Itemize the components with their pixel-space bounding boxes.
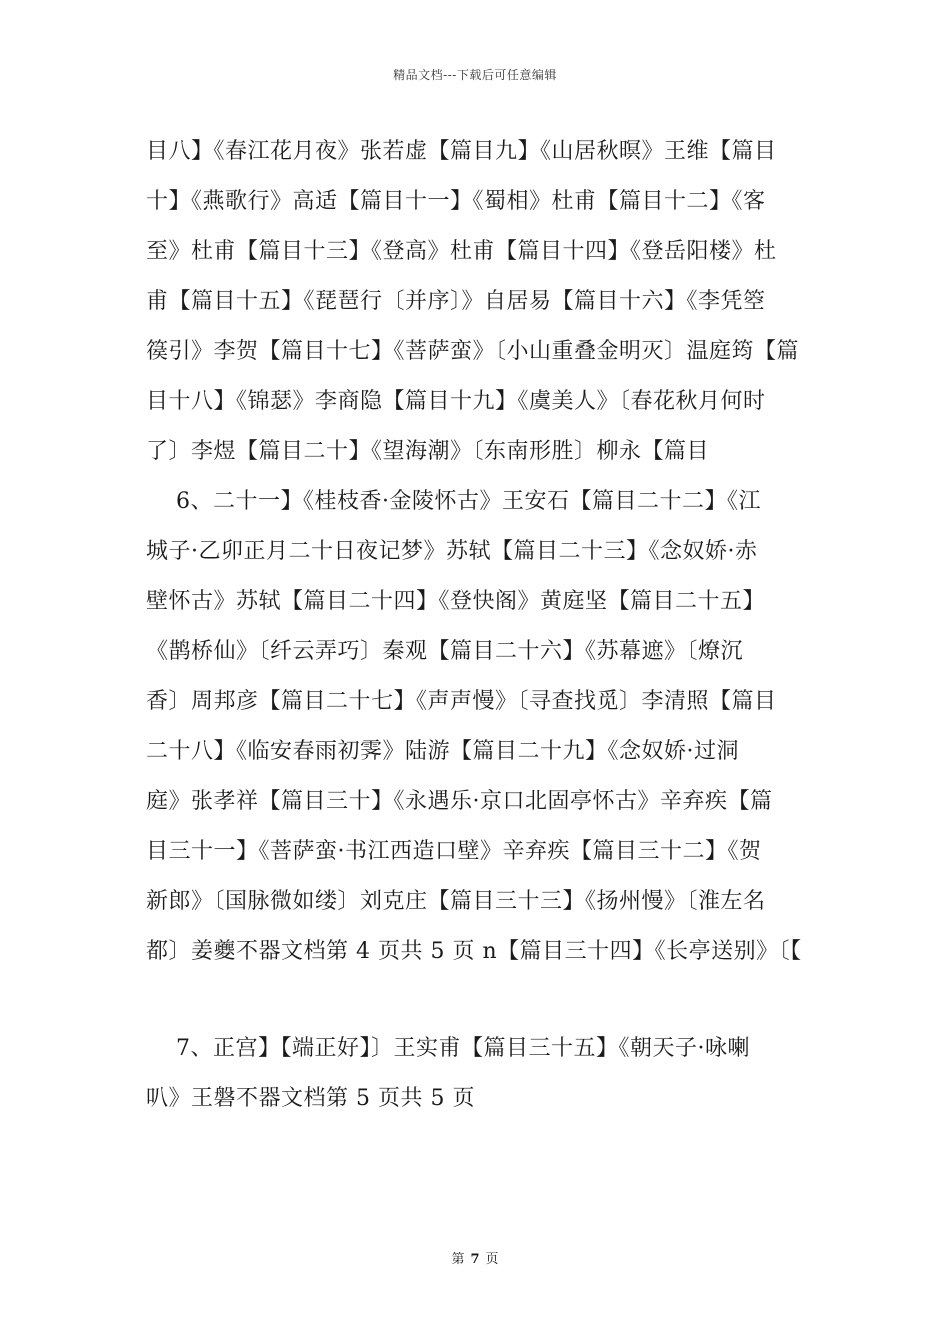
text-line: 城子·乙卯正月二十日夜记梦》苏轼【篇目二十三】《念奴娇·赤 (146, 539, 758, 564)
text-line: 至》杜甫【篇目十三】《登高》杜甫【篇目十四】《登岳阳楼》杜 (146, 239, 777, 264)
text-line: 二十八】《临安春雨初霁》陆游【篇目二十九】《念奴娇·过洞 (146, 739, 739, 764)
text-line: 目十八】《锦瑟》李商隐【篇目十九】《虞美人》〔春花秋月何时 (146, 389, 766, 414)
text-line: 新郎》〔国脉微如缕〕刘克庄【篇目三十三】《扬州慢》〔淮左名 (146, 889, 766, 914)
text-line: 甫【篇目十五】《琵琶行〔并序〕》自居易【篇目十六】《李凭箜 (146, 289, 766, 314)
text-line: 《鹊桥仙》〔纤云弄巧〕秦观【篇目二十六】《苏幕遮》〔燎沉 (146, 639, 744, 664)
text-line: 香〕周邦彦【篇目二十七】《声声慢》〔寻查找觅〕李清照【篇目 (146, 689, 777, 714)
text-line: 目八】《春江花月夜》张若虚【篇目九】《山居秋暝》王维【篇目 (146, 139, 777, 164)
text-line: 叭》王磐不器文档第 5 页共 5 页 (146, 1086, 475, 1111)
text-line: 庭》张孝祥【篇目三十】《永遇乐·京口北固亭怀古》辛弃疾【篇 (146, 789, 773, 814)
page-number-suffix: 页 (485, 1252, 499, 1267)
text-line: 目三十一】《菩萨蛮·书江西造口壁》辛弃疾【篇目三十二】《贺 (146, 839, 762, 864)
page-footer (0, 1248, 950, 1267)
page-header: 精品文档---下载后可任意编辑 (393, 68, 557, 82)
text-line: 了〕李煜【篇目二十】《望海潮》〔东南形胜〕柳永【篇目 (146, 439, 710, 464)
page-number-prefix: 第 (451, 1252, 465, 1267)
text-line: 壁怀古》苏轼【篇目二十四】《登快阁》黄庭坚【篇目二十五】 (146, 589, 766, 614)
main-text-block-a (146, 127, 810, 977)
text-line-paragraph-start: 6、二十一】《桂枝香·金陵怀古》王安石【篇目二十二】《江 (146, 489, 761, 514)
page-number: 7 (470, 1252, 480, 1267)
text-line: 都〕姜夔不器文档第 4 页共 5 页 n【篇目三十四】《长亭送别》〔【 (146, 939, 802, 964)
text-line-paragraph-start: 7、正宫】【端正好】〕王实甫【篇目三十五】《朝天子·咏喇 (146, 1036, 750, 1061)
text-line: 十】《燕歌行》高适【篇目十一】《蜀相》杜甫【篇目十二】《客 (146, 189, 766, 214)
main-text-block-b (146, 1024, 810, 1124)
text-line: 篌引》李贺【篇目十七】《菩萨蛮》〔小山重叠金明灭〕温庭筠【篇 (146, 339, 800, 364)
